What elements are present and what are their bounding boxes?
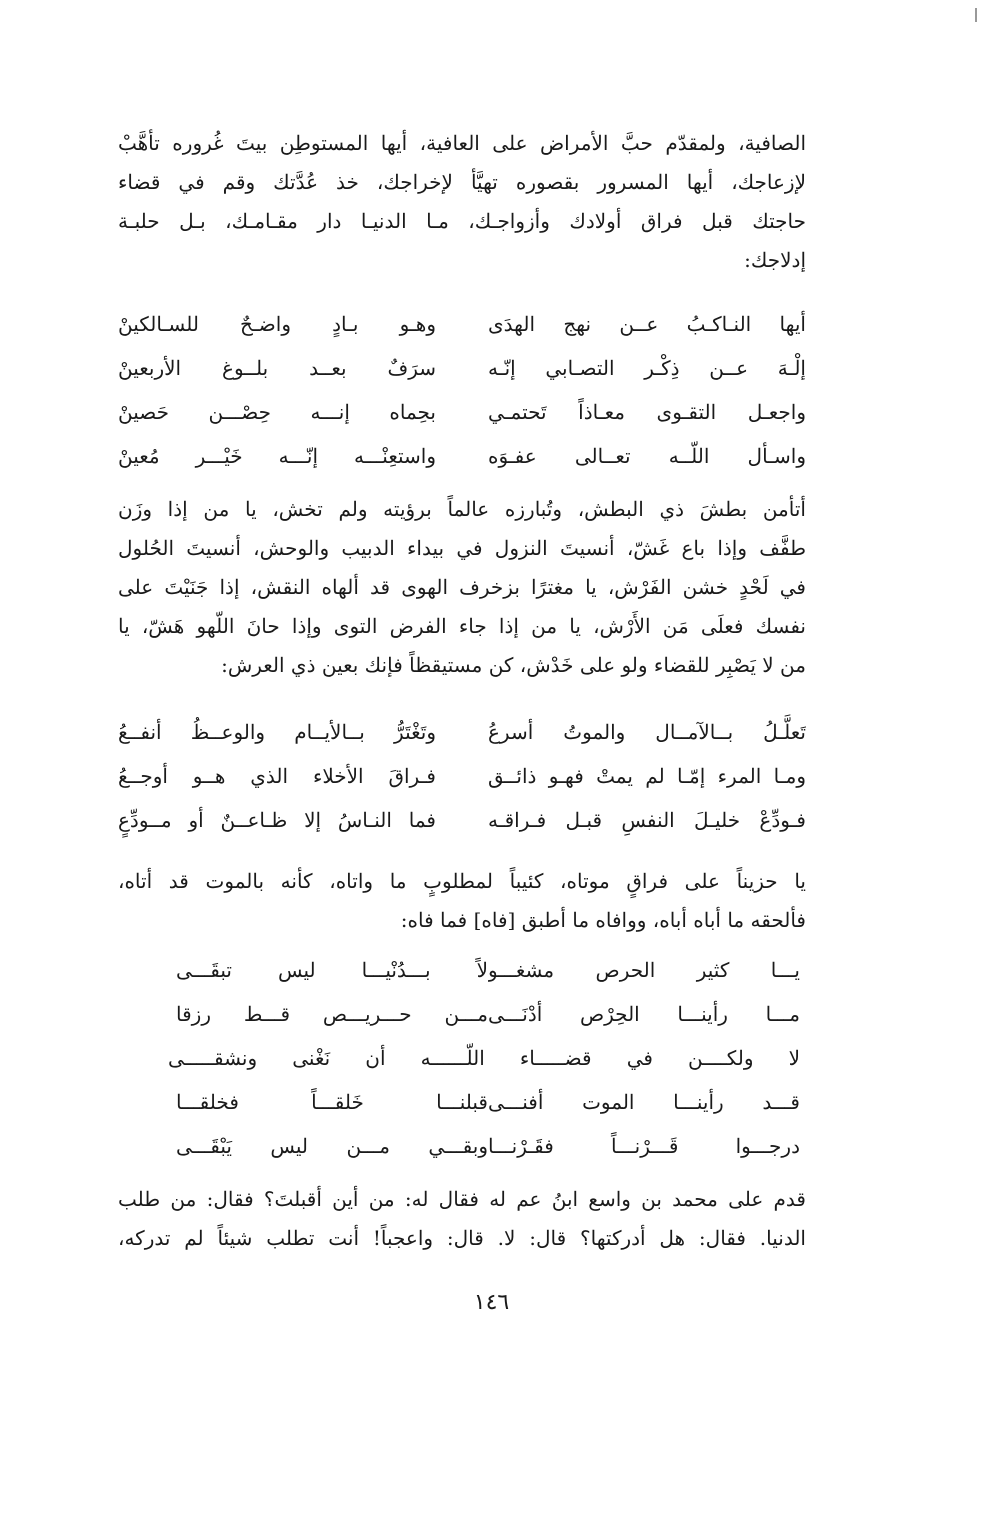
verse-line bbox=[118, 710, 806, 754]
verse-line bbox=[118, 390, 806, 434]
verse-first-hemistich: واسـأل اللّــه تعــالى عفـوَه bbox=[488, 444, 806, 468]
verse-first-hemistich: درجـــوا قَـــرْنـــاً فقَـرْنـــا bbox=[488, 1134, 800, 1158]
poem-3 bbox=[118, 948, 806, 1168]
verse-line bbox=[118, 302, 806, 346]
verse-second-hemistich: سرَفٌ بعــد بلــوغ الأربعينْ bbox=[118, 356, 436, 380]
paragraph-line: قدم على محمد بن واسع ابنُ عم له فقال له: من أين أقبلتَ؟ فقال: من طلب bbox=[118, 1187, 806, 1211]
verse-first-hemistich: تَعلَّـلُ بــالآمــال والموتُ أسرعُ bbox=[488, 720, 806, 744]
verse-second-hemistich: وبقـــي مـــن ليس يَبْقَـــى bbox=[176, 1134, 488, 1158]
verse-first-hemistich: ومـا المرء إمّـا لم يمتْ فهـو ذائــق bbox=[488, 764, 806, 788]
verse-second-hemistich: وتَغْتَرُّ بــالأيــام والوعــظُ أنفــعُ bbox=[118, 720, 436, 744]
verse-first-hemistich: فـودِّعْ خليـلَ النفسِ قبـل فـراقـه bbox=[488, 808, 806, 832]
verse-first-hemistich: قـــد رأينـــا الموت أفنـــى bbox=[488, 1090, 800, 1114]
paragraph-line: من لا يَصْبِر للقضاء ولو على خَدْش، كن مستيقظاً فإنك بعين ذي العرش: bbox=[221, 653, 806, 677]
verse-second-hemistich: قبلنـــا خَلقـــاً فخلقـــا bbox=[176, 1090, 488, 1114]
paragraph-line: إدلاجك: bbox=[744, 248, 806, 272]
poem-1 bbox=[118, 302, 806, 478]
verse-second-hemistich: بحِماه إنـــه حِصْـــن حَصينْ bbox=[118, 400, 436, 424]
verse-second-hemistich: لاً بـــدُنْيـــا ليس تبقَـــى bbox=[176, 958, 488, 982]
page-number: ١٤٦ bbox=[473, 1290, 510, 1315]
verse-line bbox=[118, 992, 806, 1036]
verse-first-hemistich: أيها النـاكـبُ عــن نهج الهدَى bbox=[488, 312, 806, 336]
verse-line bbox=[118, 346, 806, 390]
verse-second-hemistich: مـــن حـــريـــص قـــط رزقا bbox=[176, 1002, 488, 1026]
poem-2 bbox=[118, 710, 806, 842]
paragraph-line: الصافية، ولمقدّم حبَّ الأمراض على العافية، أيها المستوطِن بيتَ غُروره تأهَّبْ bbox=[118, 131, 806, 155]
verse-first-hemistich: مـــا رأينـــا الحِرْص أدْنَـــى bbox=[488, 1002, 800, 1026]
paragraph-line: لإزعاجك، أيها المسرور بقصوره تهيَّأ لإخراجك، خذ عُدَّتك وقم في قضاء bbox=[118, 170, 806, 194]
verse-second-hemistich: فـراقَ الأخلاء الذي هــو أوجــعُ bbox=[118, 764, 436, 788]
paragraph-4 bbox=[118, 1180, 806, 1258]
verse-second-hemistich: فما النـاسُ إلا ظـاعــنٌ أو مــودِّعٍ bbox=[118, 808, 436, 832]
paragraph-line: حاجتك قبل فراق أولادك وأزواجـك، مـا الدنيـا دار مقـامـك، بـل حلبـة bbox=[118, 209, 806, 233]
paragraph-line: الدنيا. فقال: هل أدركتها؟ قال: لا. قال: واعجباً! أنت تطلب شيئاً لم تدركه، bbox=[118, 1226, 806, 1250]
verse-first-hemistich: يـــا كثير الحرص مشغـــو bbox=[488, 958, 800, 982]
verse-second-hemistich: وهـو بـادٍ واضـحٌ للسـالكينْ bbox=[118, 312, 436, 336]
verse-line bbox=[118, 754, 806, 798]
verse-first-hemistich: إلْـهَ عــن ذِكْـر التصـابي إنّـه bbox=[488, 356, 806, 380]
paragraph-line: يا حزيناً على فراقٍ موتاه، كئيباً لمطلوبٍ ما واتاه، كأنه بالموت قد أتاه، bbox=[118, 869, 806, 893]
scan-edge-mark bbox=[975, 8, 977, 22]
paragraph-line: في لَحْدٍ خشن الفَرْش، يا مغترًا بزخرف الهوى قد ألهاه النقش، إذا جَنَيْتَ على bbox=[118, 575, 806, 599]
paragraph-line: نفسك فعلَى مَن الأَرْش، يا من إذا جاء الفرض التوى وإذا حانَ اللّهو هَشّ، يا bbox=[118, 614, 806, 638]
verse-line bbox=[118, 1080, 806, 1124]
verse-second-hemistich: واستعِنْـــه إنّـــه خَيْـــر مُعينْ bbox=[118, 444, 436, 468]
paragraph-line: أتأمن بطشَ ذي البطش، وتُبارزه عالماً برؤيته ولم تخش، يا من إذا وزَن bbox=[118, 497, 806, 521]
verse-first-hemistich: واجعـل التقـوى معـاذاً تَحتمـي bbox=[488, 400, 806, 424]
verse-line bbox=[118, 1124, 806, 1168]
verse-line bbox=[118, 798, 806, 842]
paragraph-2 bbox=[118, 490, 806, 685]
paragraph-3 bbox=[118, 862, 806, 940]
verse-full-line: لا ولكــــن في قضـــــاء اللّــــــه أن نَغْنى ونشقـــــى bbox=[168, 1046, 800, 1070]
verse-line bbox=[118, 1036, 806, 1080]
verse-line bbox=[118, 434, 806, 478]
paragraph-1 bbox=[118, 124, 806, 280]
paragraph-line: طفَّف وإذا باع غَشّ، أنسيتَ النزول في بيداء الدبيب والوحش، أنسيتَ الحُلول bbox=[118, 536, 806, 560]
verse-line bbox=[118, 948, 806, 992]
paragraph-line: فألحقه ما أباه أباه، ووافاه ما أطبق [فاه] فما فاه: bbox=[400, 908, 806, 932]
